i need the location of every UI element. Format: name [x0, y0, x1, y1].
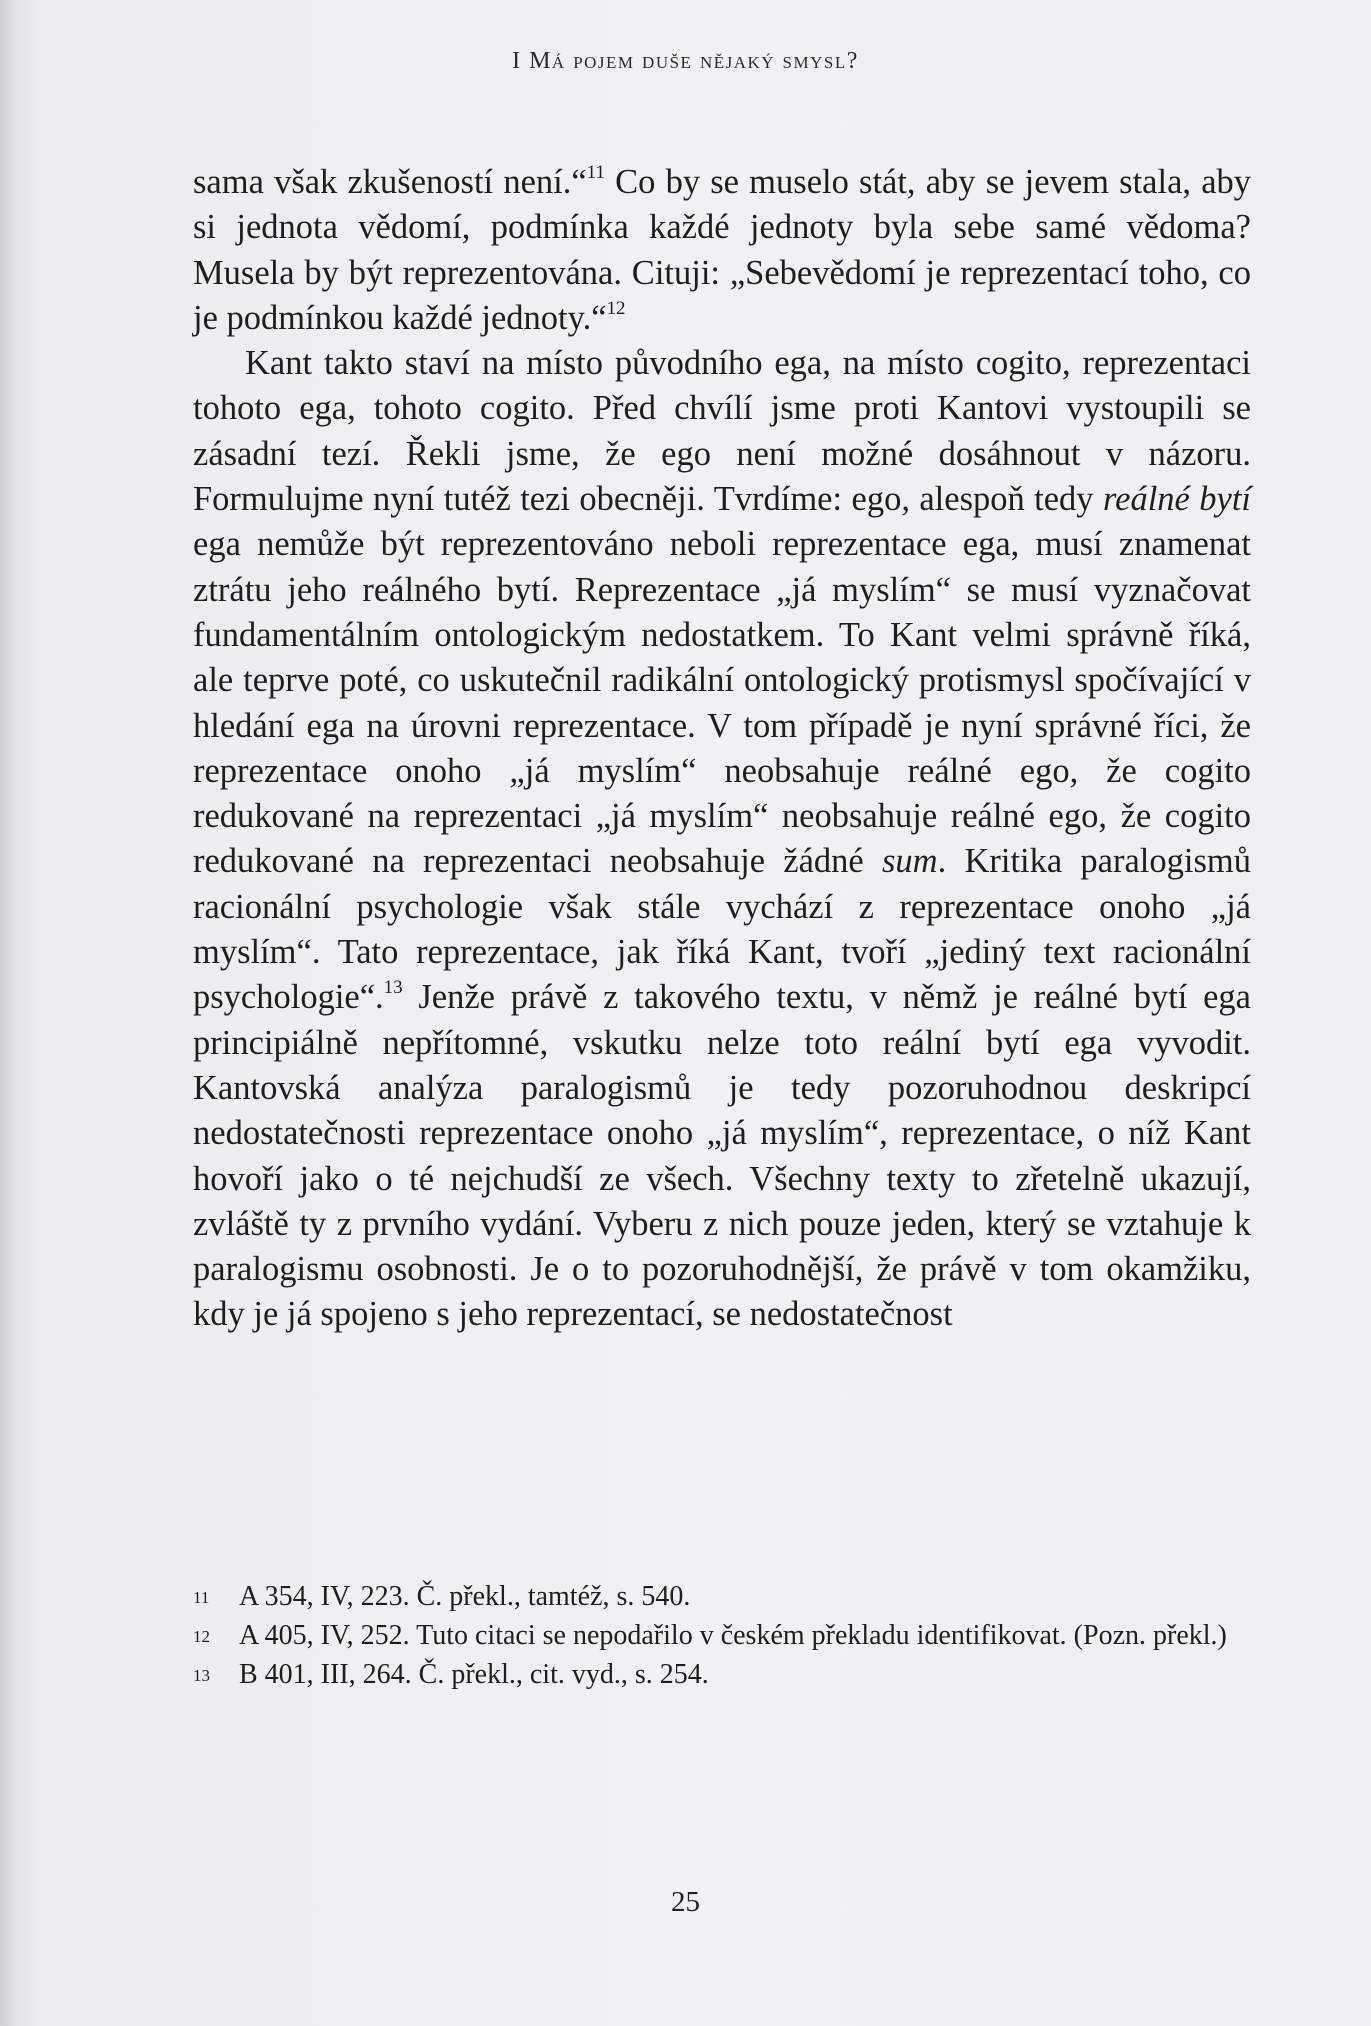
text-run: ega nemůže být reprezentováno neboli reprezentace ega, musí znamenat ztrátu jeho reálného bytí. Reprezentace „já myslím“ se musí vyznačovat fundamentálním ontologickým nedostatkem. To Kant velmi správně říká, ale teprve poté, co uskutečnil radikální ontologický protismysl spočívající v hledání ega na úrovni reprezentace. V tom případě je nyní správné říci, že reprezentace onoho „já myslím“ neobsahuje reálné ego, že cogito redukované na reprezentaci „já myslím“ neobsahuje reálné ego, že cogito redukované na reprezentaci neobsahuje žádné — [193, 525, 1251, 881]
footnote-number: 13 — [193, 1666, 210, 1685]
footnote-number: 11 — [193, 1588, 210, 1607]
text-run: sama však zkušeností není.“ — [193, 163, 587, 201]
binding-shadow — [0, 0, 18, 2026]
footnote — [193, 1617, 1251, 1654]
footnote-ref: 11 — [586, 161, 605, 183]
emphasis-text: sum — [881, 842, 938, 881]
footnote-text: B 401, III, 264. Č. překl., cit. vyd., s. 254. — [239, 1659, 709, 1690]
footnotes — [193, 1578, 1251, 1695]
text-run: . Kritika paralogismů racionální psychologie však stále vychází z reprezentace onoho „já myslím“. Tato reprezentace, jak říká Kant, tvoří „jediný text racionální psychologie“. — [193, 842, 1251, 1017]
footnote — [193, 1578, 1251, 1615]
footnote — [193, 1656, 1251, 1693]
footnote-ref: 12 — [606, 297, 626, 319]
footnote-text: A 405, IV, 252. Tuto citaci se nepodařilo v českém překladu identifikovat. (Pozn. překl.) — [239, 1620, 1227, 1651]
text-run: Jenže právě z takového textu, v němž je reálné bytí ega principiálně nepřítomné, vskutku nelze toto reální bytí ega vyvodit. Kantovská analýza paralogismů je tedy pozoruhodnou deskripcí nedostatečnosti reprezentace onoho „já myslím“, reprezentace, o níž Kant hovoří jako o té nejchudší ze všech. Všechny texty to zřetelně ukazují, zvláště ty z prvního vydání. Vyberu z nich pouze jeden, který se vztahuje k paralogismu osobnosti. Je o to pozoruhodnější, že právě v tom okamžiku, kdy je já spojeno s jeho reprezentací, se nedostatečnost — [193, 978, 1251, 1334]
text-run: Kant takto staví na místo původního ega, na místo cogito, reprezentaci tohoto ega, tohoto cogito. Před chvílí jsme proti Kantovi vystoupili se zásadní tezí. Řekli jsme, že ego není možné dosáhnout v názoru. Formulujme nyní tutéž tezi obecněji. Tvrdíme: ego, alespoň tedy — [193, 344, 1251, 519]
footnote-number: 12 — [193, 1627, 210, 1646]
paragraph — [193, 341, 1251, 1338]
body-text — [193, 160, 1251, 1338]
paragraph — [193, 160, 1251, 341]
emphasis-text: reálné bytí — [1102, 480, 1251, 519]
footnote-ref: 13 — [383, 977, 403, 998]
text-run: Co by se muselo stát, aby se jevem stala, aby si jednota vědomí, podmínka každé jednoty byla sebe samé vědoma? Musela by být reprezentována. Cituji: „Sebevědomí je reprezentací toho, co je podmínkou každé jednoty.“ — [193, 163, 1252, 337]
running-head: I Má pojem duše nějaký smysl? — [512, 48, 859, 74]
footnote-text: A 354, IV, 223. Č. překl., tamtéž, s. 540. — [239, 1581, 691, 1612]
page-number: 25 — [671, 1886, 700, 1918]
